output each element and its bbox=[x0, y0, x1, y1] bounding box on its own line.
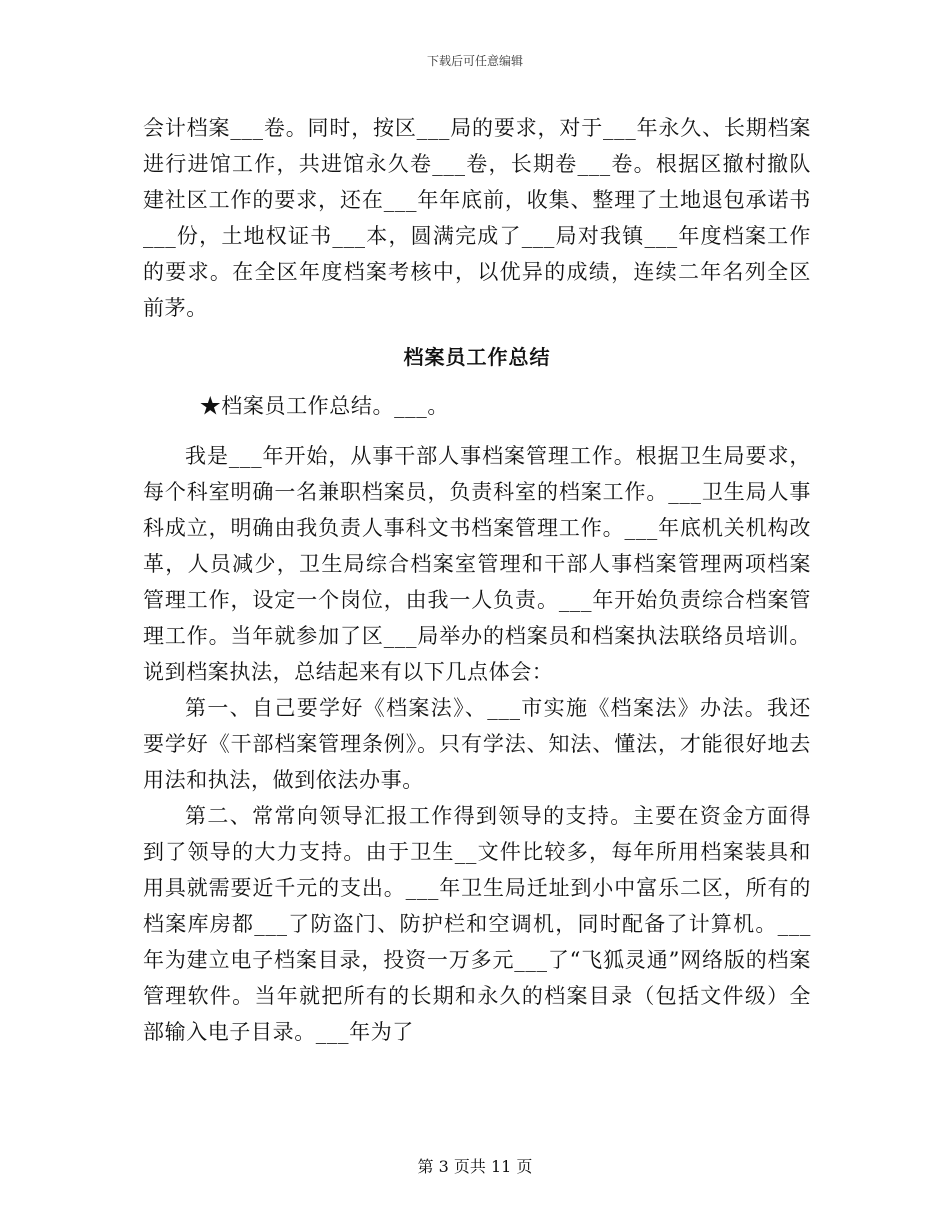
paragraph-archive-summary: 会计档案___卷。同时，按区___局的要求，对于___年永久、长期档案进行进馆工作，共进馆永久卷___卷，长期卷___卷。根据区撤村撤队建社区工作的要求，还在___年年底前，收集、整理了土地退包承诺书___份，土地权证书___本，圆满完成了___局对我镇___年度档案工作的要求。在全区年度档案考核中，以优异的成绩，连续二年名列全区前茅。 bbox=[143, 116, 811, 320]
paragraph-intro: 我是___年开始，从事干部人事档案管理工作。根据卫生局要求，每个科室明确一名兼职档案员，负责科室的档案工作。___卫生局人事科成立，明确由我负责人事科文书档案管理工作。___年底机关机构改革，人员减少，卫生局综合档案室管理和干部人事档案管理两项档案管理工作，设定一个岗位，由我一人负责。___年开始负责综合档案管理工作。当年就参加了区___局举办的档案员和档案执法联络员培训。说到档案执法，总结起来有以下几点体会： bbox=[143, 444, 811, 684]
section-title: 档案员工作总结 bbox=[403, 345, 551, 369]
paragraph-point-one: 第一、自己要学好《档案法》、___市实施《档案法》办法。我还要学好《干部档案管理条例》。只有学法、知法、懂法，才能很好地去用法和执法，做到依法办事。 bbox=[143, 696, 811, 792]
document-body bbox=[143, 110, 811, 1050]
star-subtitle: ★档案员工作总结。___。 bbox=[199, 394, 449, 418]
page-header: 下载后可任意编辑 bbox=[426, 54, 523, 68]
paragraph-point-two: 第二、常常向领导汇报工作得到领导的支持。主要在资金方面得到了领导的大力支持。由于卫生__文件比较多，每年所用档案装具和用具就需要近千元的支出。___年卫生局迁址到小中富乐二区，所有的档案库房都___了防盗门、防护栏和空调机，同时配备了计算机。___年为建立电子档案目录，投资一万多元___了“飞狐灵通”网络版的档案管理软件。当年就把所有的长期和永久的档案目录（包括文件级）全部输入电子目录。___年为了 bbox=[143, 804, 811, 1044]
page-footer: 第 3 页共 11 页 bbox=[417, 1157, 533, 1176]
